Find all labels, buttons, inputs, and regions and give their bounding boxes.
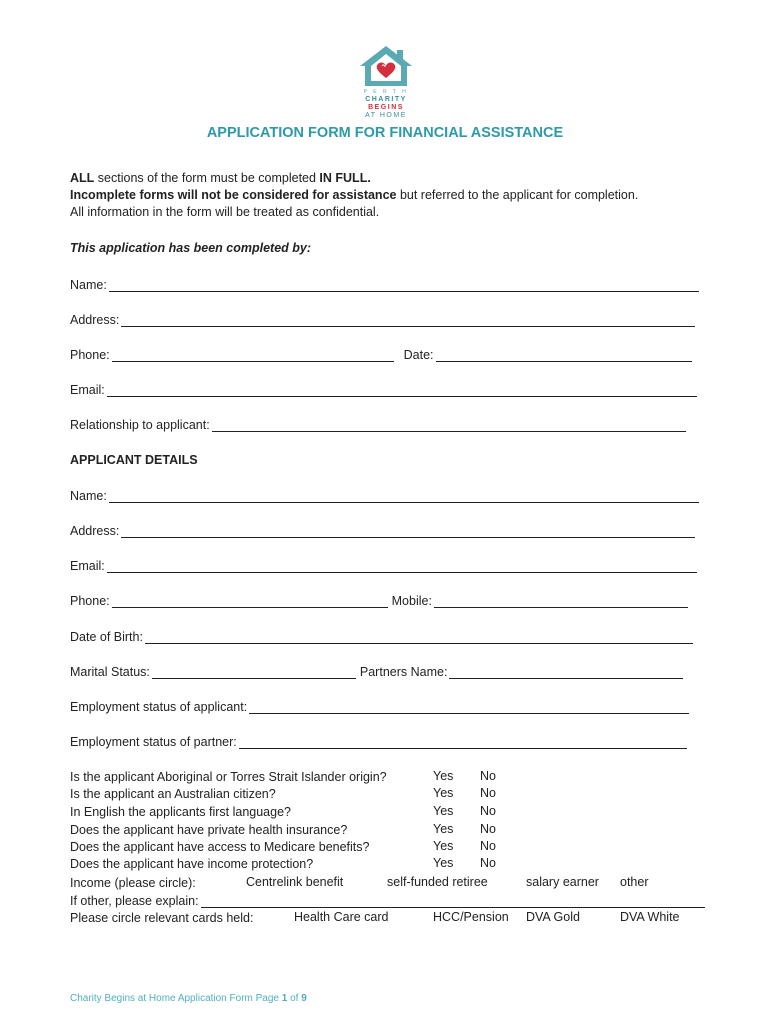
completer-email-label: Email:	[70, 383, 105, 397]
applicant-mobile-label: Mobile:	[391, 594, 432, 608]
intro-line-1-text: sections of the form must be completed	[94, 171, 320, 185]
completer-date-input[interactable]	[436, 350, 692, 362]
completer-email-input[interactable]	[107, 385, 697, 397]
intro-line-3: All information in the form will be treated as confidential.	[70, 205, 380, 219]
income-option-self-funded[interactable]: self-funded retiree	[387, 875, 488, 889]
question-health-insurance: Does the applicant have private health insurance?	[70, 823, 348, 837]
employment-applicant-field[interactable]	[70, 698, 689, 714]
completer-phone-field[interactable]	[70, 346, 692, 362]
partner-name-input[interactable]	[449, 667, 683, 679]
applicant-email-field[interactable]	[70, 557, 697, 573]
completer-phone-input[interactable]	[112, 350, 394, 362]
logo-line-begins: BEGINS	[368, 104, 404, 111]
house-heart-icon	[357, 44, 415, 88]
question-health-insurance-yes[interactable]: Yes	[433, 822, 454, 836]
applicant-dob-input[interactable]	[145, 632, 693, 644]
logo-line-charity: CHARITY	[365, 96, 407, 103]
applicant-email-label: Email:	[70, 559, 105, 573]
charity-logo	[354, 44, 418, 120]
page-footer	[70, 993, 307, 1004]
intro-incomplete-warning: Incomplete forms will not be considered for assistance	[70, 188, 397, 202]
card-health-care[interactable]: Health Care card	[294, 910, 389, 924]
applicant-phone-input[interactable]	[112, 596, 388, 608]
applicant-name-input[interactable]	[109, 491, 699, 503]
employment-partner-input[interactable]	[239, 737, 687, 749]
question-citizen: Is the applicant an Australian citizen?	[70, 787, 276, 801]
marital-status-field[interactable]	[70, 663, 683, 679]
employment-partner-label: Employment status of partner:	[70, 735, 237, 749]
completer-address-label: Address:	[70, 313, 120, 327]
applicant-phone-field[interactable]	[70, 592, 688, 608]
question-medicare-no[interactable]: No	[480, 839, 496, 853]
completer-address-input[interactable]	[121, 315, 695, 327]
completer-address-field[interactable]	[70, 311, 695, 327]
relationship-field[interactable]	[70, 416, 686, 432]
question-english-yes[interactable]: Yes	[433, 804, 454, 818]
intro-line-1	[70, 170, 371, 186]
intro-line-2-text: but referred to the applicant for completion.	[396, 188, 639, 202]
income-explain-label: If other, please explain:	[70, 894, 199, 908]
completer-name-input[interactable]	[109, 280, 699, 292]
logo-line-perth: P E R T H	[363, 89, 409, 95]
completer-email-field[interactable]	[70, 381, 697, 397]
applicant-mobile-input[interactable]	[434, 596, 688, 608]
relationship-input[interactable]	[212, 420, 686, 432]
partner-name-label: Partners Name:	[359, 665, 448, 679]
question-aboriginal-yes[interactable]: Yes	[433, 769, 454, 783]
intro-in-full: IN FULL.	[319, 171, 371, 185]
applicant-details-heading: APPLICANT DETAILS	[70, 453, 198, 467]
income-explain-field[interactable]	[70, 892, 705, 908]
income-option-salary[interactable]: salary earner	[526, 875, 599, 889]
completer-name-label: Name:	[70, 278, 107, 292]
intro-all: ALL	[70, 171, 95, 185]
marital-status-input[interactable]	[152, 667, 356, 679]
card-dva-gold[interactable]: DVA Gold	[526, 910, 580, 924]
question-citizen-yes[interactable]: Yes	[433, 786, 454, 800]
completed-by-heading: This application has been completed by:	[70, 241, 312, 255]
question-aboriginal: Is the applicant Aboriginal or Torres Strait Islander origin?	[70, 770, 387, 784]
income-label: Income (please circle):	[70, 876, 196, 890]
applicant-name-label: Name:	[70, 489, 107, 503]
income-explain-input[interactable]	[201, 896, 705, 908]
question-income-protection: Does the applicant have income protection?	[70, 857, 314, 871]
applicant-email-input[interactable]	[107, 561, 697, 573]
question-medicare-yes[interactable]: Yes	[433, 839, 454, 853]
footer-page-number: 1	[281, 993, 288, 1004]
applicant-name-field[interactable]	[70, 487, 699, 503]
question-income-protection-yes[interactable]: Yes	[433, 856, 454, 870]
applicant-address-input[interactable]	[121, 526, 695, 538]
applicant-address-field[interactable]	[70, 522, 695, 538]
marital-status-label: Marital Status:	[70, 665, 150, 679]
applicant-dob-label: Date of Birth:	[70, 630, 143, 644]
cards-label: Please circle relevant cards held:	[70, 911, 254, 925]
employment-applicant-input[interactable]	[249, 702, 689, 714]
applicant-dob-field[interactable]	[70, 628, 693, 644]
footer-of: of	[287, 993, 302, 1004]
footer-page-total: 9	[301, 993, 307, 1004]
question-aboriginal-no[interactable]: No	[480, 769, 496, 783]
income-option-centrelink[interactable]: Centrelink benefit	[246, 875, 344, 889]
intro-line-2	[70, 187, 638, 203]
applicant-address-label: Address:	[70, 524, 120, 538]
completer-name-field[interactable]	[70, 276, 699, 292]
page-title: APPLICATION FORM FOR FINANCIAL ASSISTANCE	[206, 125, 564, 141]
applicant-phone-label: Phone:	[70, 594, 110, 608]
question-medicare: Does the applicant have access to Medicare benefits?	[70, 840, 370, 854]
card-hcc-pension[interactable]: HCC/Pension	[433, 910, 509, 924]
footer-text: Charity Begins at Home Application Form Page	[70, 993, 282, 1004]
completer-phone-label: Phone:	[70, 348, 110, 362]
employment-applicant-label: Employment status of applicant:	[70, 700, 248, 714]
relationship-label: Relationship to applicant:	[70, 418, 210, 432]
completer-date-label: Date:	[403, 348, 434, 362]
card-dva-white[interactable]: DVA White	[620, 910, 680, 924]
logo-line-at-home: AT HOME	[365, 112, 407, 119]
employment-partner-field[interactable]	[70, 733, 687, 749]
question-citizen-no[interactable]: No	[480, 786, 496, 800]
question-income-protection-no[interactable]: No	[480, 856, 496, 870]
question-english-no[interactable]: No	[480, 804, 496, 818]
income-option-other[interactable]: other	[620, 875, 649, 889]
question-health-insurance-no[interactable]: No	[480, 822, 496, 836]
question-english: In English the applicants first language?	[70, 805, 291, 819]
